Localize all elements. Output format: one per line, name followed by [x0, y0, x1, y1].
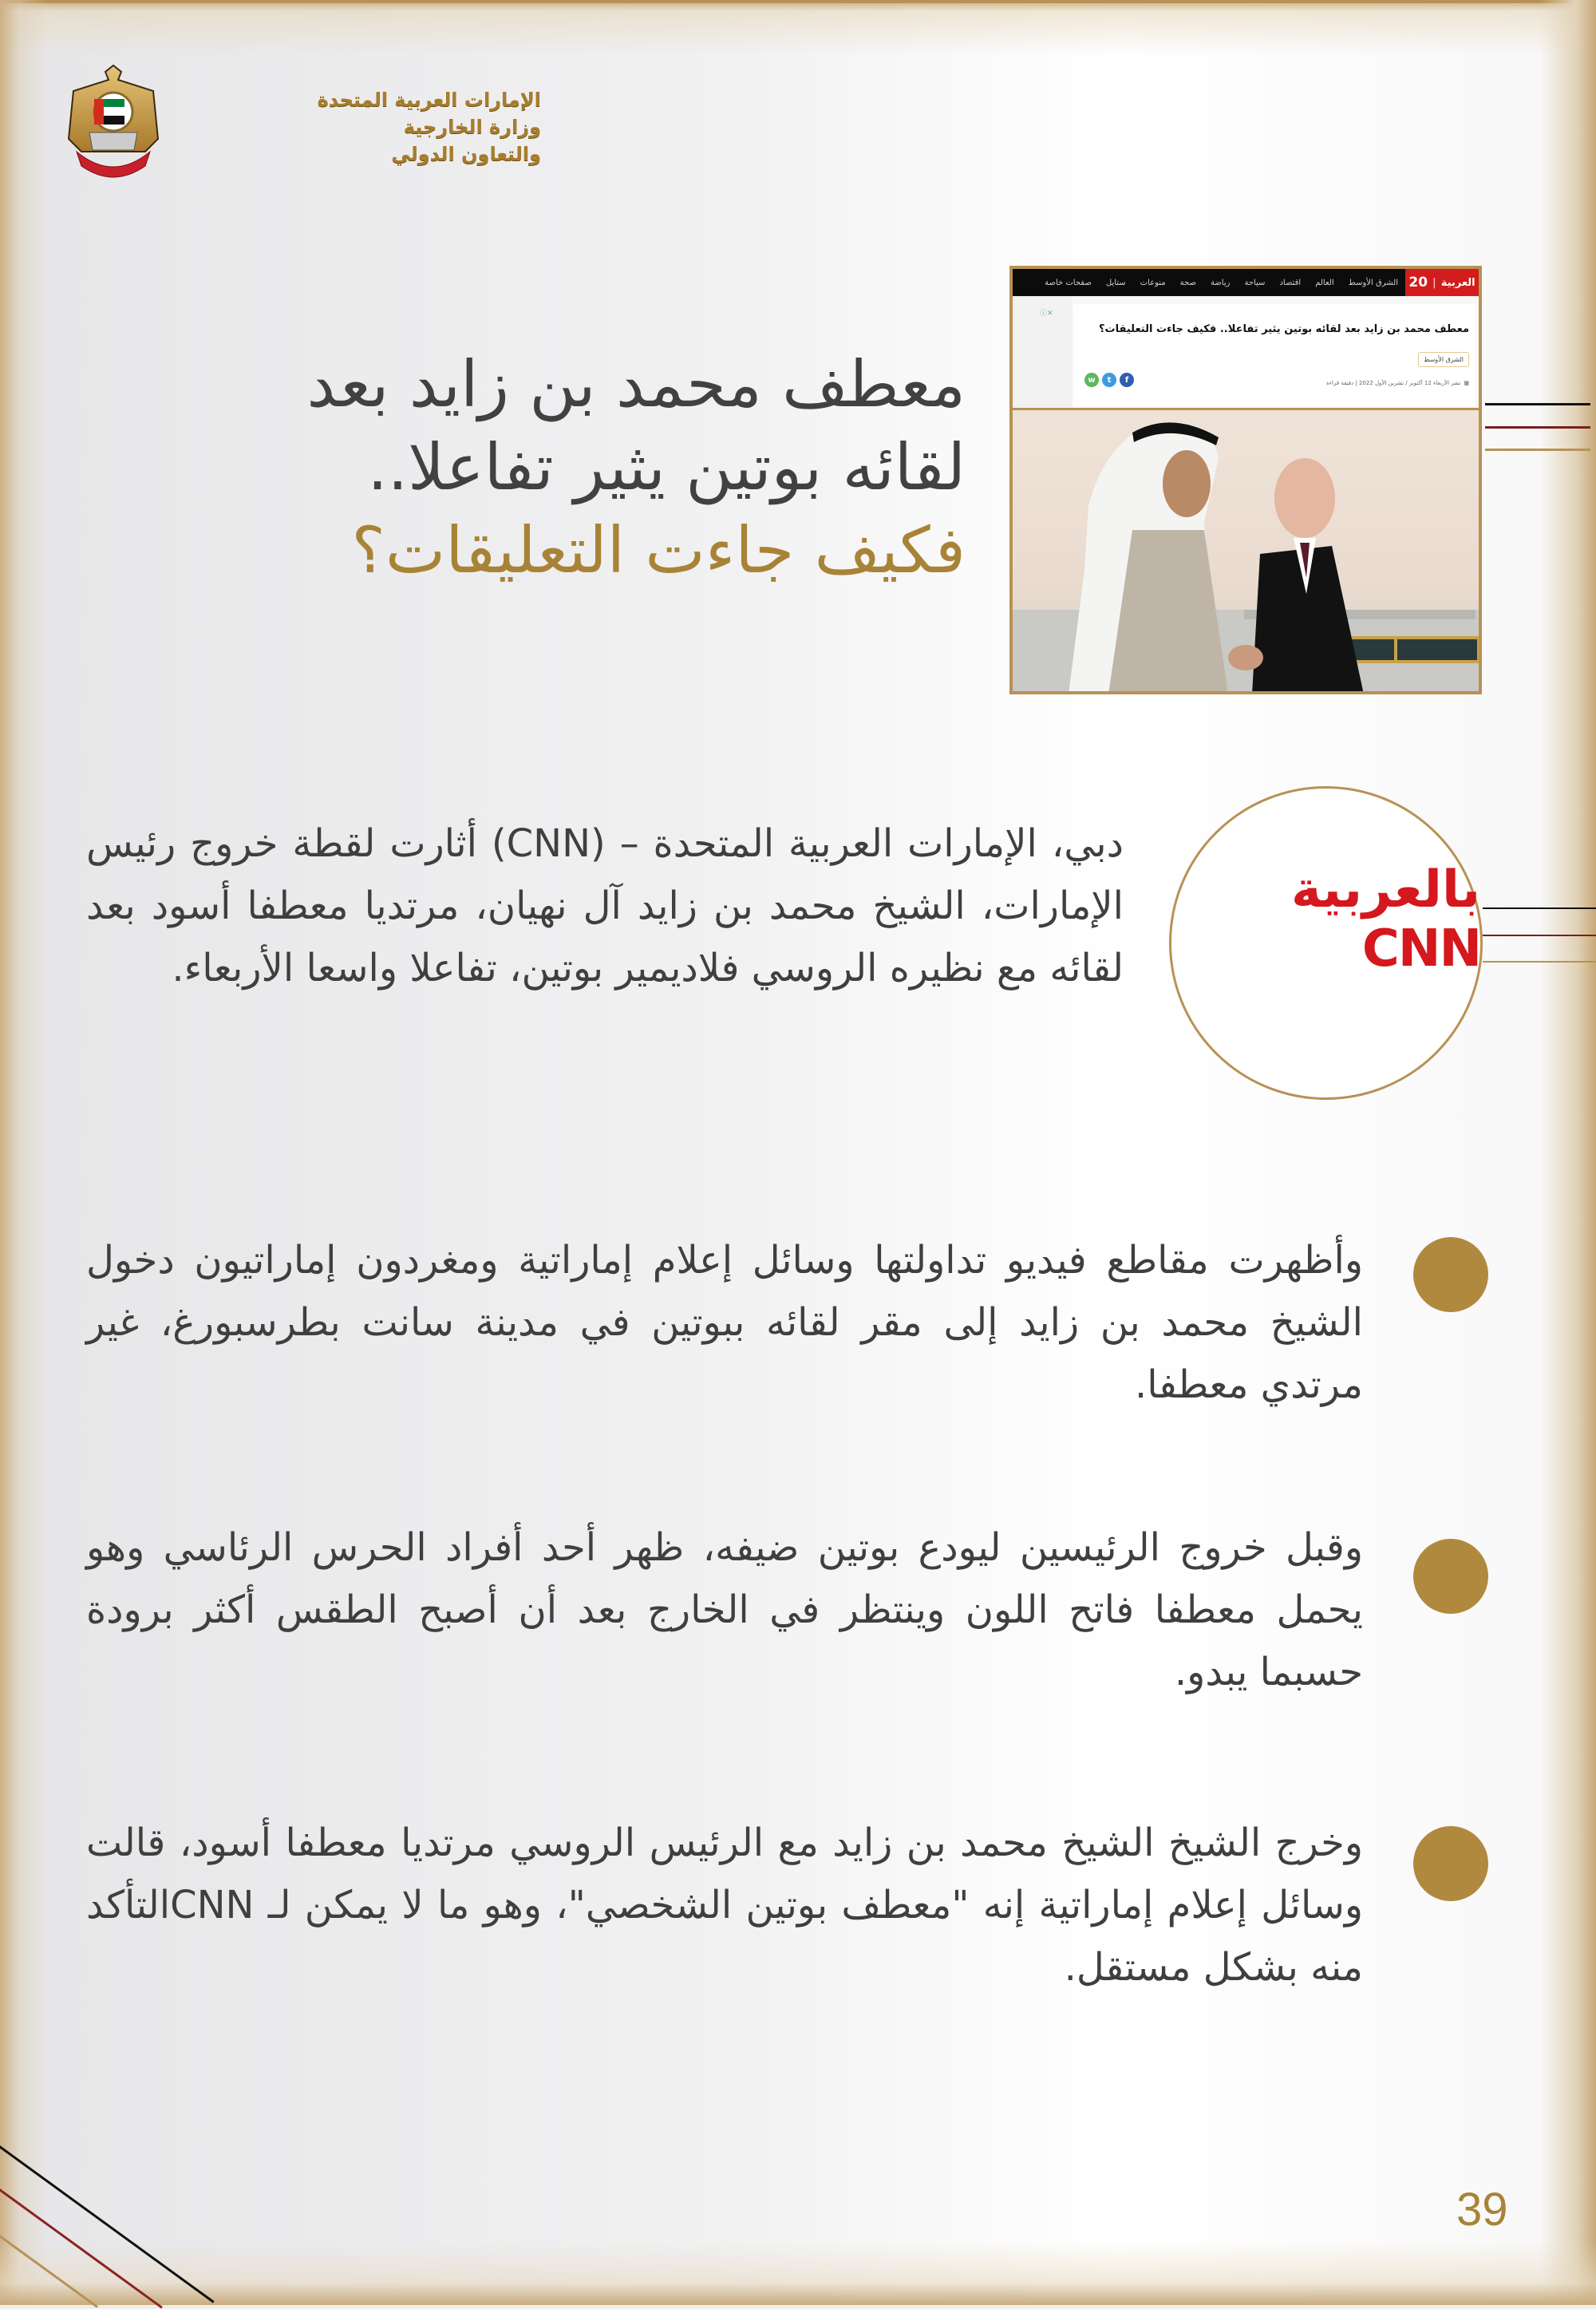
title-line-2: لقائه بوتين يثير تفاعلا..: [367, 430, 966, 504]
uae-eagle-emblem-icon: [65, 62, 161, 182]
cnn-arabic-logo: بالعربية CNN: [1291, 860, 1480, 979]
deco-line-red: [1483, 935, 1596, 936]
nav-item: اقتصاد: [1279, 278, 1302, 287]
bullet-item: [86, 1229, 1491, 1416]
bullet-item: [86, 1812, 1491, 1999]
deco-line-gold: [1485, 449, 1590, 451]
meta-text: نشر الأربعاء 12 أكتوبر / تشرين الأول 2022 | دقيقة قراءة: [1325, 380, 1461, 386]
brand-badge: 20: [1408, 275, 1428, 291]
screenshot-body: [1013, 296, 1479, 408]
frame-top: [0, 0, 1596, 56]
nav-item: العالم: [1315, 278, 1334, 287]
twitter-icon: t: [1102, 373, 1116, 387]
frame-bottom: [0, 2241, 1596, 2305]
deco-line-red: [1485, 426, 1590, 429]
frame-left: [0, 0, 48, 2305]
screenshot-meta: [1326, 380, 1469, 386]
deco-line-gold: [1483, 961, 1596, 963]
page-number: 39: [1456, 2184, 1508, 2236]
bullet-item: [86, 1516, 1491, 1703]
nav-item: صفحات خاصة: [1045, 278, 1092, 287]
nav-item: سياحة: [1244, 278, 1266, 287]
ministry-line-1: الإمارات العربية المتحدة: [317, 89, 541, 111]
calendar-icon: ▦: [1464, 380, 1469, 386]
screenshot-navbar: [1013, 269, 1479, 296]
nav-item: ستايل: [1105, 278, 1126, 287]
deco-line-black: [1483, 907, 1596, 909]
ad-close-icon: ⓘ✕: [1040, 310, 1053, 318]
leaders-handshake-photo: [1013, 408, 1479, 691]
intro-paragraph: دبي، الإمارات العربية المتحدة – (CNN) أثارت لقطة خروج رئيس الإمارات، الشيخ محمد بن زايد آل نهيان، مرتديا معطفا أسود بعد لقائه مع نظيره الروسي فلاديمير بوتين، تفاعلا واسعا الأربعاء.: [86, 821, 1124, 990]
brand-label: العربية: [1440, 276, 1476, 289]
article-screenshot: [1009, 266, 1482, 694]
nav-item: منوعات: [1140, 278, 1166, 287]
ad-column: [1013, 296, 1072, 408]
nav-item: صحة: [1179, 278, 1196, 287]
title-line-1: معطف محمد بن زايد بعد: [306, 347, 966, 421]
bullet-dot-icon: [1413, 1539, 1488, 1614]
bullet-text: وخرج الشيخ الشيخ محمد بن زايد مع الرئيس الروسي مرتديا معطفا أسود، قالت وسائل إعلام إماراتية إنه "معطف بوتين الشخصي"، وهو ما لا يمكن لـ CNNالتأكد منه بشكل مستقل.: [86, 1821, 1363, 1990]
bullet-text: وأظهرت مقاطع فيديو تداولتها وسائل إعلام إماراتية ومغردون إماراتيون دخول الشيخ محمد بن زايد إلى مقر لقائه ببوتين في مدينة سانت بطرسبورغ، غير مرتدي معطفا.: [86, 1238, 1363, 1407]
frame-right: [1540, 0, 1596, 2305]
deco-line-black: [1485, 403, 1590, 405]
screenshot-article: [1073, 304, 1476, 406]
frame-top-line: [0, 0, 1596, 3]
title-line-3: فكيف جاءت التعليقات؟: [351, 513, 966, 587]
screenshot-tag: الشرق الأوسط: [1418, 352, 1469, 367]
source-logo-circle: [1169, 786, 1483, 1100]
bullet-dot-icon: [1413, 1237, 1488, 1312]
ministry-line-3: والتعاون الدولي: [391, 143, 541, 165]
ministry-line-2: وزارة الخارجية: [403, 116, 541, 138]
bullet-text: وقبل خروج الرئيسين ليودع بوتين ضيفه، ظهر أحد أفراد الحرس الرئاسي وهو يحمل معطفا فاتح اللون وينتظر في الخارج بعد أن أصبح الطقس أكثر برودة حسبما يبدو.: [86, 1525, 1363, 1694]
nav-item: رياضة: [1210, 278, 1231, 287]
page-title: [152, 343, 966, 592]
screenshot-brand: العربية | 20: [1405, 269, 1479, 296]
nav-item: الشرق الأوسط: [1348, 278, 1398, 287]
ministry-name: [182, 86, 541, 168]
screenshot-headline: معطف محمد بن زايد بعد لقائه بوتين يثير تفاعلا.. فكيف جاءت التعليقات؟: [1099, 323, 1469, 335]
social-share: [1084, 373, 1134, 387]
bullet-dot-icon: [1413, 1826, 1488, 1901]
whatsapp-icon: w: [1084, 373, 1099, 387]
facebook-icon: f: [1120, 373, 1134, 387]
